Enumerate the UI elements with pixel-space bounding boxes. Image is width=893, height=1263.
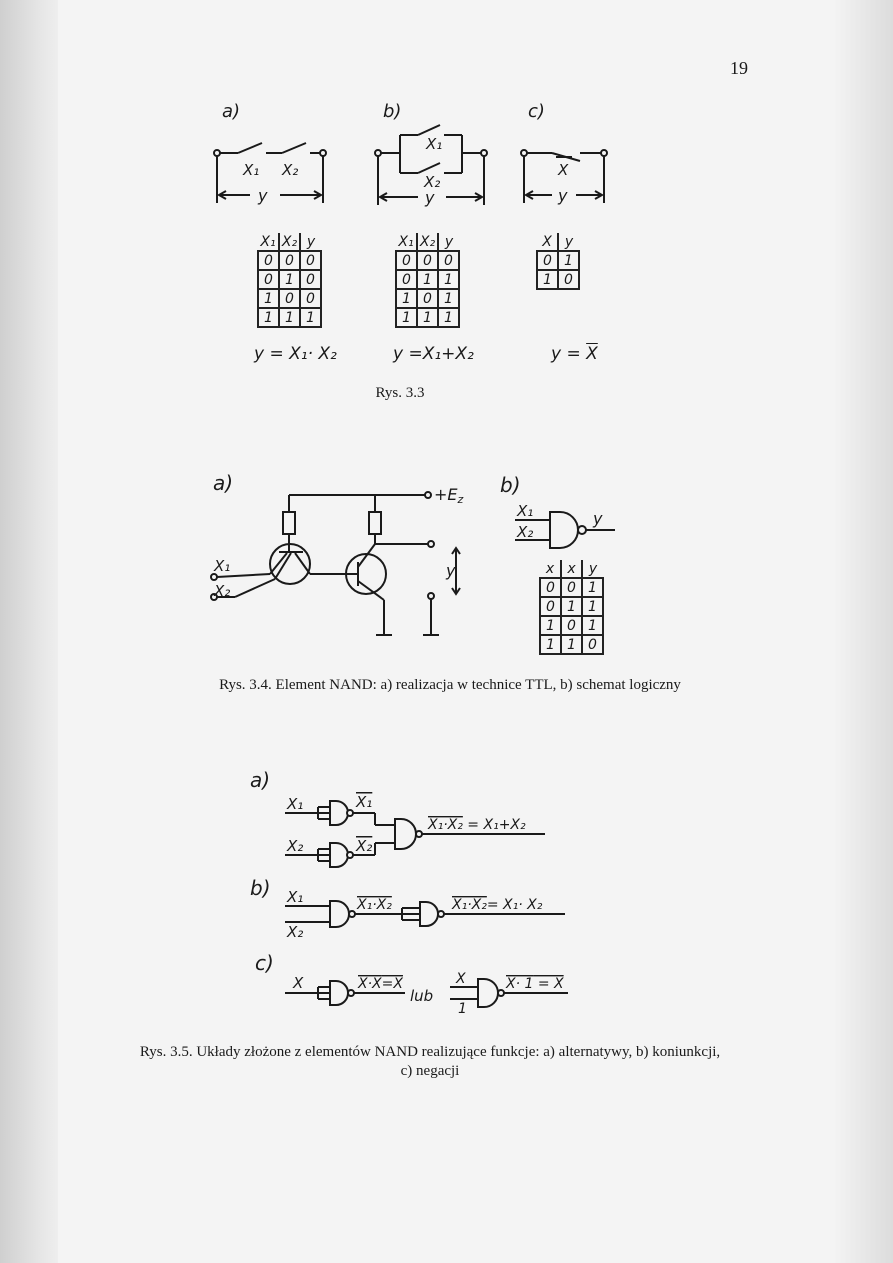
fig33-caption: Rys. 3.3 [375, 385, 425, 401]
fig33-b-x2: X₂ [424, 173, 441, 191]
fig33-b-truth-table: X₁ X₂ y 0 0 0 0 1 1 1 0 1 1 1 1 [395, 233, 460, 328]
fig33-b-formula: y =X₁+X₂ [393, 344, 474, 364]
fig35-c-in-a: X [456, 971, 466, 987]
fig35-c-lub: lub [410, 987, 434, 1005]
fig35-c-mid: X·X=X [358, 976, 403, 992]
fig35-b-in2: X₂ [287, 923, 304, 941]
fig35-b-mid: X₁·X₂ [357, 897, 392, 913]
fig33-a-y: y [258, 186, 268, 205]
fig35-b-output: X₁·X₂= X₁· X₂ [452, 897, 543, 913]
fig33-a-x2: X₂ [282, 161, 299, 179]
fig34-a-y: y [446, 561, 456, 580]
fig33-b-label: b) [383, 101, 402, 122]
fig33-c-truth-table: X y 0 1 1 0 [536, 233, 580, 290]
fig35-b-label: b) [250, 876, 271, 900]
fig33-b-x1: X₁ [426, 135, 443, 153]
fig35-b-in1: X₁ [287, 888, 304, 906]
fig34-caption: Rys. 3.4. Element NAND: a) realizacja w technice TTL, b) schemat logiczny [219, 677, 681, 693]
fig-3-4-diagrams [0, 470, 893, 670]
fig34-a-x1: X₁ [214, 557, 231, 575]
fig34-b-x2: X₂ [517, 523, 534, 541]
fig35-a-output: X₁·X₂ = X₁+X₂ [428, 817, 526, 833]
fig34-b-truth-table: x x y 0 0 1 0 1 1 1 0 1 1 1 0 [539, 560, 604, 655]
fig33-c-formula-xbar: $\overline{X}$ [586, 344, 598, 364]
fig35-caption [80, 1043, 780, 1081]
fig34-a-supply: +Ez [434, 485, 464, 506]
fig33-b-y: y [425, 188, 435, 207]
fig-3-5-diagrams [0, 765, 893, 1025]
fig34-a-label: a) [213, 471, 234, 495]
fig35-c-in-b: 1 [458, 1001, 467, 1017]
fig34-b-label: b) [500, 473, 521, 497]
fig33-c-formula [551, 344, 598, 364]
fig33-a-truth-table: X₁ X₂ y 0 0 0 0 1 0 1 0 0 1 1 1 [257, 233, 322, 328]
fig33-a-label: a) [222, 101, 241, 122]
fig33-a-formula: y = X₁· X₂ [254, 344, 337, 364]
fig34-a-x2: X₂ [214, 582, 231, 600]
fig35-a-label: a) [250, 768, 271, 792]
fig34-b-x1: X₁ [517, 502, 534, 520]
page-number: 19 [730, 58, 748, 78]
fig33-a-x1: X₁ [243, 161, 260, 179]
fig33-c-x: X [558, 161, 569, 179]
fig33-c-formula-y: y = [551, 344, 581, 364]
fig35-c-in: X [293, 974, 304, 992]
fig35-a-in1: X₁ [287, 795, 304, 813]
fig35-caption-line1: Rys. 3.5. Układy złożone z elementów NAND realizujące funkcje: a) alternatywy, b) koniunkcji, [139, 1044, 721, 1060]
fig35-c-output: X· 1 = X [506, 976, 564, 992]
fig34-b-y: y [593, 509, 603, 528]
fig35-a-in2: X₂ [287, 837, 304, 855]
fig33-c-y: y [558, 186, 568, 205]
fig35-c-label: c) [255, 951, 274, 975]
fig35-a-neg1: X₁ [356, 793, 373, 811]
fig35-a-neg2: X₂ [356, 837, 373, 855]
fig33-c-label: c) [528, 101, 545, 122]
fig35-caption-line2: c) negacji [400, 1063, 460, 1079]
